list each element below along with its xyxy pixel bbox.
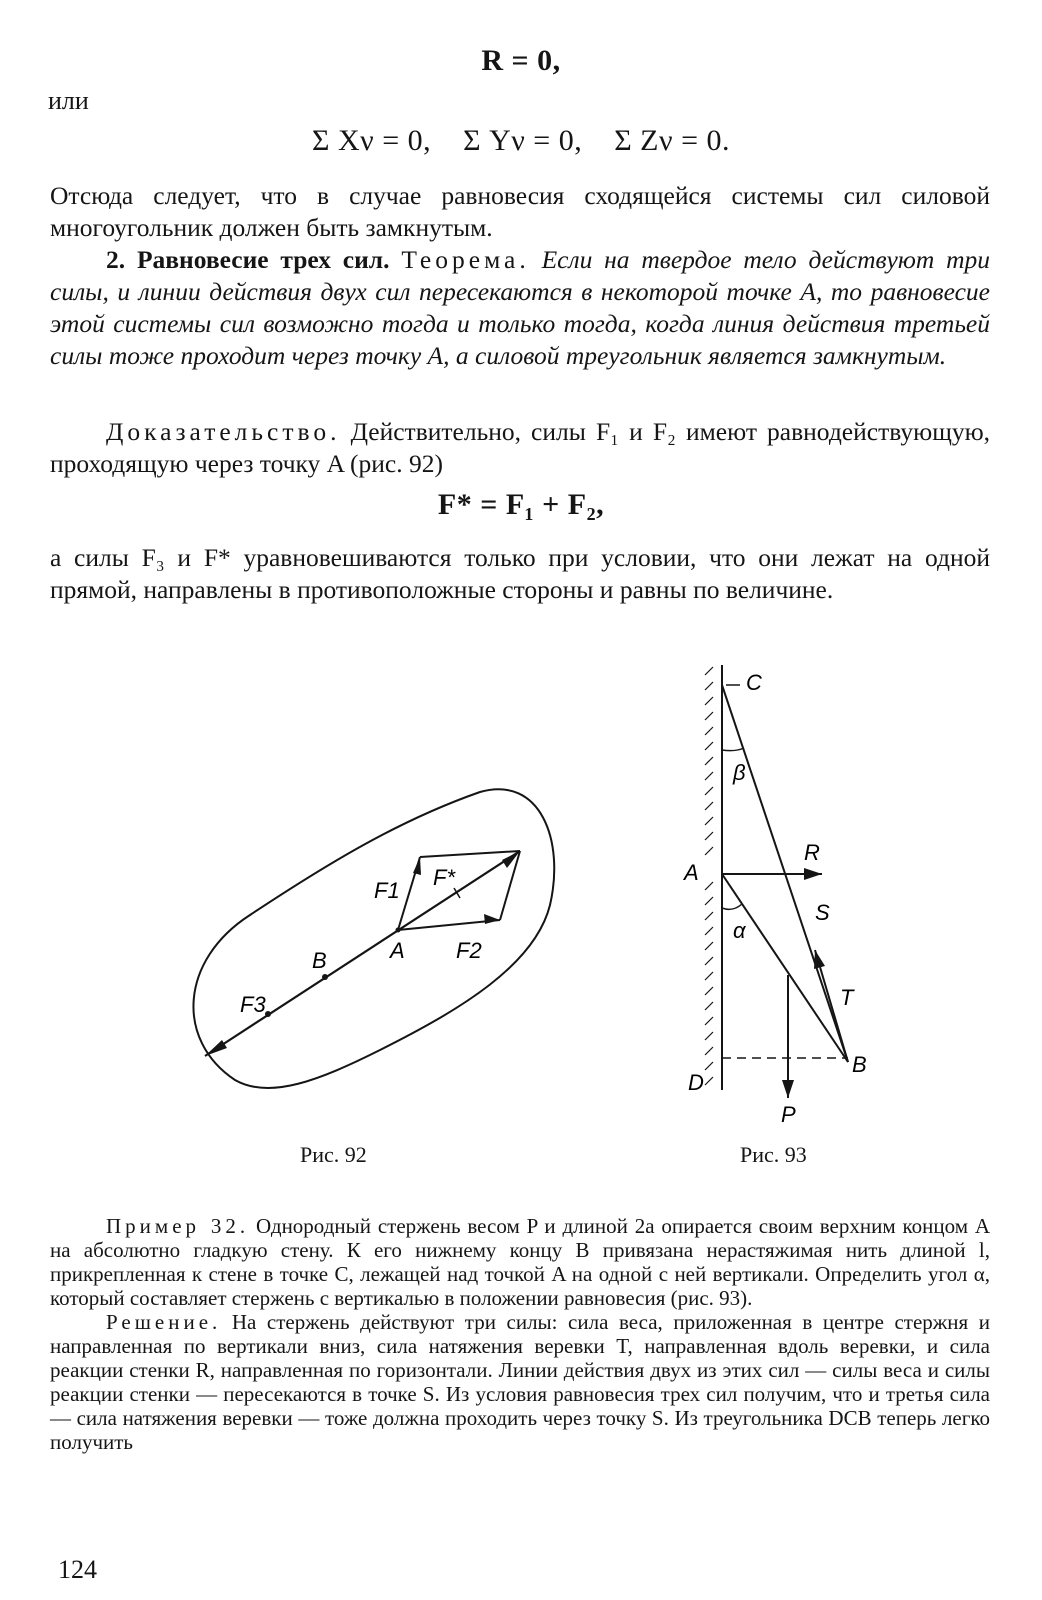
label-beta: β (733, 760, 746, 785)
label-s: S (815, 900, 830, 925)
label-f2: F2 (456, 938, 482, 963)
example-label: Пример 32. (106, 1214, 250, 1238)
equation-resultant: F* = F₁ + F₂, (437, 488, 605, 521)
label-p: P (781, 1102, 796, 1127)
label-b: B (852, 1052, 867, 1077)
figure-93 (660, 660, 900, 1130)
paragraph-theorem (50, 244, 990, 372)
paragraph-polygon: Отсюда следует, что в случае равновесия сходящейся системы сил силовой многоугольник должен быть замкнутым. (50, 181, 990, 242)
caption-fig-93: Рис. 93 (740, 1142, 807, 1167)
figure-92 (180, 780, 580, 1140)
label-d: D (688, 1070, 704, 1095)
theorem-text: Если на твердое тело действуют три силы, и линии действия двух сил пересекаются в некоторой точке A, то равновесие этой системы сил возможно тогда и только тогда, когда линия действия третьей силы тоже проходит через точку A, а силовой треугольник является замкнутым. (50, 245, 991, 370)
label-alpha: α (733, 918, 746, 943)
arrowhead-f3 (205, 1040, 227, 1056)
solution-label: Решение. (106, 1310, 222, 1334)
wall-hatching (705, 667, 713, 1085)
rigid-body-outline (193, 789, 554, 1088)
arrowhead-t (814, 950, 825, 969)
label-f1: F1 (374, 878, 400, 903)
arrowhead-r (804, 868, 822, 880)
paragraph-proof (50, 416, 990, 480)
angle-beta-arc (722, 748, 744, 751)
proof-word: Доказательство. (106, 417, 341, 446)
arrowhead-f2 (484, 914, 500, 924)
label-r: R (804, 840, 820, 865)
page-number: 124 (58, 1555, 97, 1584)
equation-sums: Σ Xν = 0, Σ Yν = 0, Σ Zν = 0. (312, 124, 730, 157)
equation-r-zero: R = 0, (481, 44, 561, 77)
arrowhead-f1 (413, 857, 421, 875)
label-b: B (312, 948, 327, 973)
point-b (322, 974, 328, 980)
solution-text: На стержень действуют три силы: сила веса, приложенная в центре стержня и направленная по вертикали вниз, сила натяжения веревки T, направленная вдоль веревки, и сила реакции стенки R, направленная по горизонтали. Линии действия двух из этих сил — силы веса и силы реакции стенки — пересекаются в точке S. Из условия равновесия трех сил получим, что и третья сила — сила натяжения веревки — тоже должна проходить через точку S. Из треугольника DCB теперь легко получить (50, 1310, 991, 1454)
arrowhead-p (782, 1080, 794, 1098)
paragraph-balance: а силы F₃ и F* уравновешиваются только при условии, что они лежат на одной прямой, направлены в противоположные стороны и равны по величине. (50, 543, 990, 604)
section-heading: 2. Равновесие трех сил. (106, 245, 390, 274)
example-text: Однородный стержень весом P и длиной 2a опирается своим верхним концом A на абсолютно гладкую стену. К его нижнему концу B привязана нерастяжимая нить длиной l, прикрепленная к стене в точке C, лежащей над точкой A на одной с ней вертикали. Определить угол α, который составляет стержень с вертикалью в положении равновесия (рис. 93). (50, 1214, 991, 1310)
caption-fig-92: Рис. 92 (300, 1142, 367, 1167)
point-a (396, 928, 401, 933)
label-a: A (684, 860, 699, 885)
side-top (420, 851, 520, 857)
example-32 (50, 1214, 990, 1454)
label-t: T (840, 985, 854, 1010)
proof-text: Действительно, силы F₁ и F₂ имеют равнодействующую, проходящую через точку A (рис. 92) (50, 417, 991, 478)
word-or: или (48, 86, 89, 115)
angle-alpha-arc (722, 904, 742, 909)
point-f3 (265, 1011, 271, 1017)
label-fstar: F* (433, 865, 455, 890)
theorem-word: Теорема. (401, 245, 530, 274)
label-a: A (390, 938, 405, 963)
label-f3: F3 (240, 992, 266, 1017)
label-c: C (746, 670, 762, 695)
